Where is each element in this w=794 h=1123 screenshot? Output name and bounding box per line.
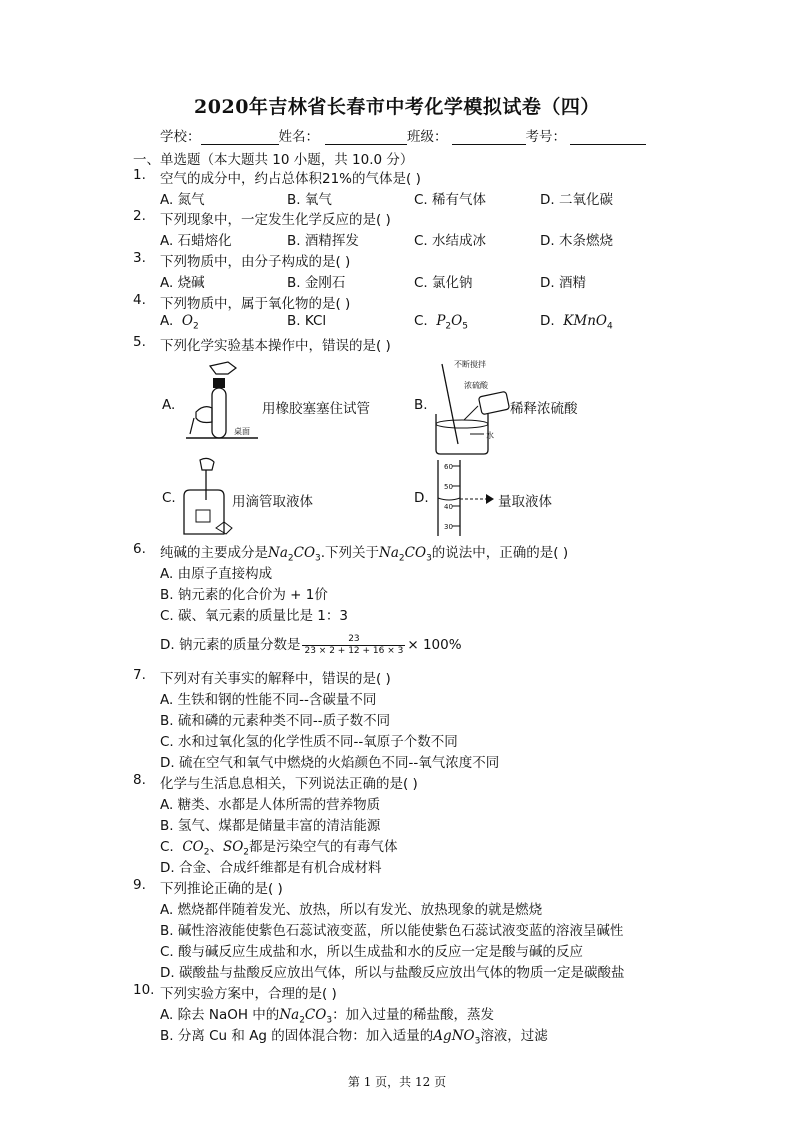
option-d: D. — [414, 490, 429, 506]
option-d: D. KMnO$_4$ — [540, 313, 613, 332]
option-c: C. 氯化钠 — [414, 275, 473, 291]
question-text: 下列现象中，一定发生化学反应的是( ) — [160, 212, 391, 228]
question-number: 7. — [133, 667, 146, 683]
stir-label: 不断搅拌 — [454, 360, 486, 369]
acid-label: 浓硫酸 — [464, 381, 488, 390]
option-a: A. 石蜡熔化 — [160, 233, 232, 249]
option-a: A. 糖类、水都是人体所需的营养物质 — [160, 797, 381, 813]
question-number: 5. — [133, 334, 146, 350]
option-c: C. 碳、氧元素的质量比是 1：3 — [160, 608, 348, 624]
option-d: D. 二氧化碳 — [540, 192, 613, 208]
school-blank — [201, 130, 279, 145]
question-number: 2. — [133, 208, 146, 224]
option-c: C. 水结成冰 — [414, 233, 487, 249]
question-number: 10. — [133, 982, 155, 998]
option-d: D. 钠元素的质量分数是 $\frac{23}{23 \times 2 + 12 + 16 \times 3}$ × 100% — [160, 633, 462, 656]
question-number: 4. — [133, 292, 146, 308]
exam-no-blank — [570, 130, 646, 145]
stopper-test-tube-figure — [182, 360, 262, 446]
question-number: 8. — [133, 772, 146, 788]
option-c: C. 稀有气体 — [414, 192, 487, 208]
option-a: A. $O_2$ — [160, 313, 199, 332]
question-text: 下列物质中，属于氧化物的是( ) — [160, 296, 351, 312]
dropper-bottle-figure — [178, 456, 238, 540]
option-b-label: 稀释浓硫酸 — [510, 401, 578, 417]
option-c: C. 酸与碱反应生成盐和水，所以生成盐和水的反应一定是酸与碱的反应 — [160, 944, 584, 960]
name-blank — [325, 130, 407, 145]
option-c: C. — [162, 490, 176, 506]
question-text: 下列化学实验基本操作中，错误的是( ) — [160, 338, 391, 354]
option-c-label: 用滴管取液体 — [232, 494, 313, 510]
option-b: B. 分离 Cu 和 Ag 的固体混合物：加入适量的AgNO$_3$溶液，过滤 — [160, 1028, 548, 1047]
option-d: D. 木条燃烧 — [540, 233, 613, 249]
svg-text:40: 40 — [444, 503, 453, 511]
option-b: B. 酒精挥发 — [287, 233, 359, 249]
option-d-label: 量取液体 — [498, 494, 552, 510]
question-number: 6. — [133, 541, 146, 557]
page-title: 2020年吉林省长春市中考化学模拟试卷（四） — [194, 96, 600, 118]
question-text: 空气的成分中，约占总体积21%的气体是( ) — [160, 171, 421, 187]
question-number: 3. — [133, 250, 146, 266]
option-c: C. 水和过氧化氢的化学性质不同--氧原子个数不同 — [160, 734, 458, 750]
option-b: B. 钠元素的化合价为 + 1价 — [160, 587, 328, 603]
page-footer: 第 1 页，共 12 页 — [347, 1075, 447, 1089]
option-a: A. 燃烧都伴随着发光、放热，所以有发光、放热现象的就是燃烧 — [160, 902, 543, 918]
option-d: D. 硫在空气和氧气中燃烧的火焰颜色不同--氧气浓度不同 — [160, 755, 500, 771]
option-a: A. 氮气 — [160, 192, 205, 208]
option-b: B. 硫和磷的元素种类不同--质子数不同 — [160, 713, 391, 729]
question-text: 纯碱的主要成分是$Na_2CO_3$.下列关于$Na_2CO_3$的说法中，正确的是( ) — [160, 545, 569, 564]
question-text: 下列对有关事实的解释中，错误的是( ) — [160, 671, 391, 687]
option-a: A. 生铁和钢的性能不同--含碳量不同 — [160, 692, 377, 708]
option-a: A. 由原子直接构成 — [160, 566, 273, 582]
option-b: B. — [414, 397, 428, 413]
option-a: A. 除去 NaOH 中的$Na_2CO_3$：加入过量的稀盐酸，蒸发 — [160, 1007, 495, 1026]
option-c: C. $CO_2$、$SO_2$都是污染空气的有毒气体 — [160, 839, 398, 858]
question-text: 化学与生活息息相关，下列说法正确的是( ) — [160, 776, 418, 792]
option-b: B. 碱性溶液能使紫色石蕊试液变蓝，所以能使紫色石蕊试液变蓝的溶液呈碱性 — [160, 923, 624, 939]
option-b: B. KCl — [287, 313, 327, 329]
option-a-label: 用橡胶塞塞住试管 — [262, 401, 370, 417]
question-text: 下列物质中，由分子构成的是( ) — [160, 254, 351, 270]
option-b: B. 氢气、煤都是储量丰富的清洁能源 — [160, 818, 381, 834]
option-b: B. 金刚石 — [287, 275, 346, 291]
dilute-acid-figure — [426, 358, 512, 458]
question-number: 9. — [133, 877, 146, 893]
exam-no-label: 考号： — [525, 129, 566, 145]
name-label: 姓名： — [278, 129, 319, 145]
fraction: $\frac{23}{23 \times 2 + 12 + 16 \times 3}$ — [304, 633, 404, 656]
svg-text:50: 50 — [444, 483, 453, 491]
svg-text:60: 60 — [444, 463, 453, 471]
graduated-cylinder-figure — [430, 456, 500, 540]
option-a: A. — [162, 397, 176, 413]
desk-label: 桌面 — [234, 427, 250, 436]
question-text: 下列推论正确的是( ) — [160, 881, 283, 897]
option-d: D. 合金、合成纤维都是有机合成材料 — [160, 860, 382, 876]
question-number: 1. — [133, 167, 146, 183]
option-a: A. 烧碱 — [160, 275, 205, 291]
student-info-line — [160, 125, 646, 145]
option-c: C. $P_2O_5$ — [414, 313, 468, 332]
svg-text:30: 30 — [444, 523, 453, 531]
class-label: 班级： — [407, 129, 448, 145]
class-blank — [452, 130, 526, 145]
option-b: B. 氧气 — [287, 192, 332, 208]
option-d: D. 酒精 — [540, 275, 586, 291]
section-heading: 一、单选题（本大题共 10 小题，共 10.0 分） — [133, 152, 414, 168]
school-label: 学校： — [160, 129, 201, 145]
question-text: 下列实验方案中，合理的是( ) — [160, 986, 337, 1002]
water-label: 水 — [486, 431, 494, 440]
option-d: D. 碳酸盐与盐酸反应放出气体，所以与盐酸反应放出气体的物质一定是碳酸盐 — [160, 965, 625, 981]
